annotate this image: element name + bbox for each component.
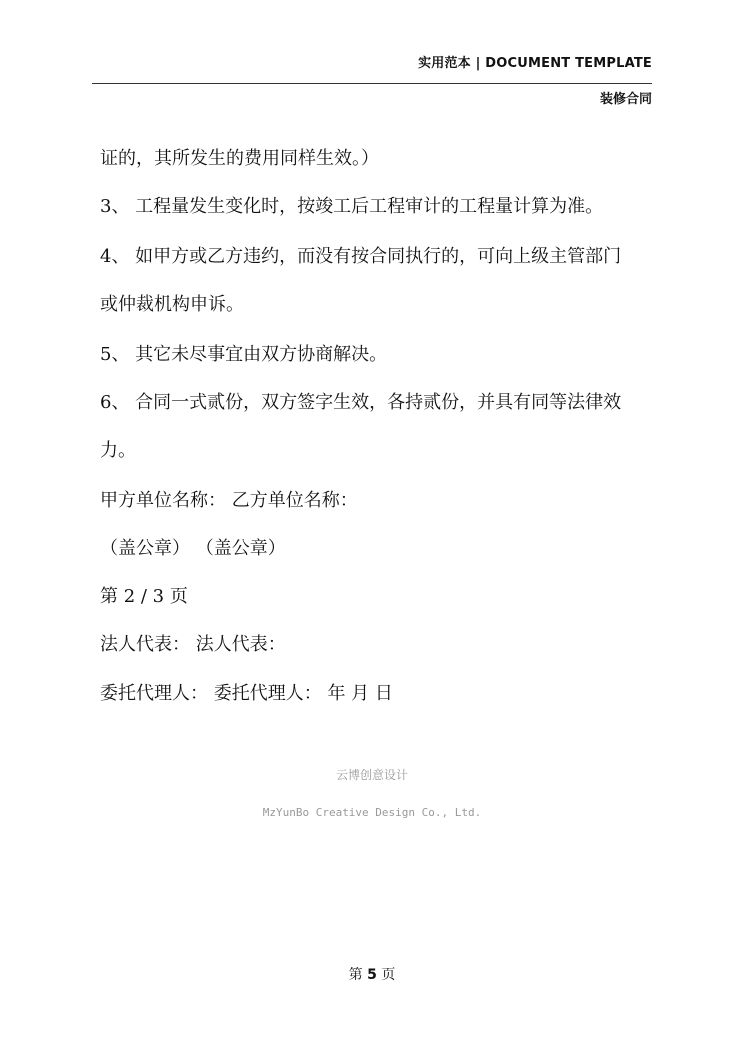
page-suffix: 页: [381, 967, 396, 983]
header-title: 实用范本 | DOCUMENT TEMPLATE: [418, 56, 652, 71]
body-line: 法人代表： 法人代表：: [100, 634, 286, 655]
body-line: 6、 合同一式贰份，双方签字生效，各持贰份，并具有同等法律效: [100, 392, 622, 413]
body-line: 4、 如甲方或乙方违约，而没有按合同执行的，可向上级主管部门: [100, 246, 622, 267]
page-indicator: 第 2 / 3 页: [100, 586, 188, 607]
body-line: 力。: [100, 440, 136, 461]
body-line: 证的，其所发生的费用同样生效。）: [100, 148, 379, 169]
body-line: 或仲裁机构申诉。: [100, 294, 244, 315]
footer-company-cn: 云博创意设计: [335, 768, 408, 782]
page-number: [0, 964, 744, 984]
body-line: （盖公章） （盖公章）: [100, 538, 286, 559]
body-line: 5、 其它未尽事宜由双方协商解决。: [100, 344, 388, 365]
body-line: 委托代理人： 委托代理人： 年 月 日: [100, 683, 393, 704]
body-line: 3、 工程量发生变化时，按竣工后工程审计的工程量计算为准。: [100, 196, 604, 217]
header-divider: [92, 83, 652, 84]
page-prefix: 第: [348, 967, 363, 983]
footer-company-en: MzYunBo Creative Design Co., Ltd.: [262, 806, 482, 819]
page-number-value: 5: [367, 967, 377, 983]
header-subtitle: 装修合同: [599, 92, 652, 107]
body-line: 甲方单位名称： 乙方单位名称：: [100, 490, 358, 511]
